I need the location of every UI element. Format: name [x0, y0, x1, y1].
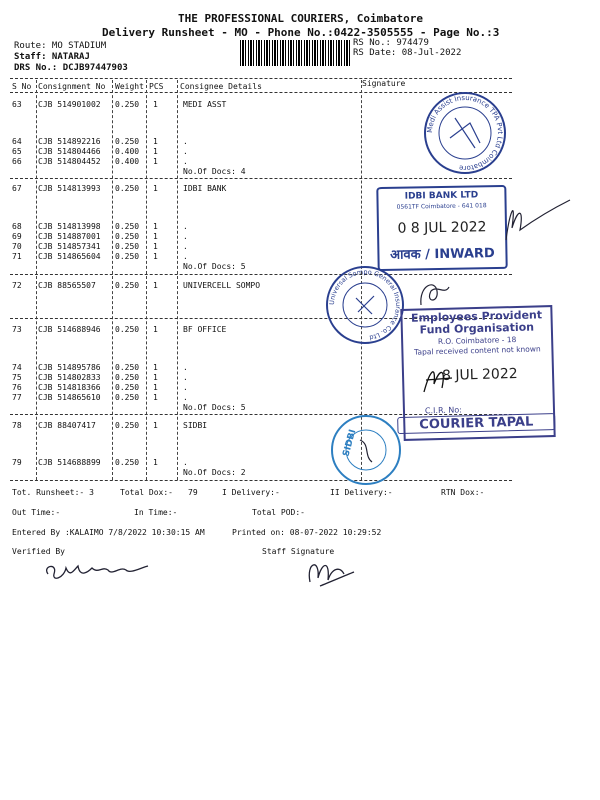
svg-text:Universal Sompo General Insura: Universal Sompo General Insurance Co. Ltd [327, 267, 403, 342]
epfo-stamp: Employees Provident Fund Organisation R.O. Coimbatore - 18 Tapal received content not known 8 JUL 2022 C.I.R. No: COURIER TAPAL [400, 305, 555, 441]
entered-by: Entered By :KALAIMO 7/8/2022 10:30:15 AM [12, 528, 205, 537]
docs-count-row: No.Of Docs: 4 [183, 167, 246, 176]
table-row: 69 CJB 514887001 0.250 1 . [12, 232, 188, 241]
total-dox-label: Total Dox:- [120, 488, 173, 497]
total-pod: Total POD:- [252, 508, 305, 517]
table-row: 71 CJB 514865604 0.250 1 . [12, 252, 188, 261]
table-row: 74 CJB 514895786 0.250 1 . [12, 363, 188, 372]
col-pcs: PCS [149, 82, 164, 91]
table-row: 70 CJB 514857341 0.250 1 . [12, 242, 188, 251]
staff-label: Staff: NATARAJ [14, 52, 90, 62]
table-row: 68 CJB 514813998 0.250 1 . [12, 222, 188, 231]
table-row: 77 CJB 514865610 0.250 1 . [12, 393, 188, 402]
printed-on: Printed on: 08-07-2022 10:29:52 [232, 528, 382, 537]
table-row: 63 CJB 514901002 0.250 1 MEDI ASST [12, 100, 227, 109]
rs-date: RS Date: 08-Jul-2022 [353, 48, 462, 58]
verified-by-label: Verified By [12, 547, 65, 556]
table-row: 75 CJB 514802833 0.250 1 . [12, 373, 188, 382]
table-row: 79 CJB 514688899 0.250 1 . [12, 458, 188, 467]
idbi-stamp: IDBI BANK LTD 0561TF Coimbatore - 641 018 0 8 JUL 2022 आवक / INWARD [376, 185, 507, 271]
verified-signature [40, 556, 170, 588]
table-row: 72 CJB 88565507 0.250 1 UNIVERCELL SOMPO [12, 281, 261, 290]
col-sno: S No [12, 82, 32, 91]
docs-count-row: No.Of Docs: 5 [183, 262, 246, 271]
table-row: 78 CJB 88407417 0.250 1 SIDBI [12, 421, 208, 430]
tot-runsheet: Tot. Runsheet:- 3 [12, 488, 94, 497]
table-row: 67 CJB 514813993 0.250 1 IDBI BANK [12, 184, 227, 193]
in-time: In Time:- [134, 508, 178, 517]
svg-text:SIDBI: SIDBI [341, 428, 359, 458]
col-consignee: Consignee Details [180, 82, 262, 91]
rs-number: RS No.: 974479 [353, 38, 429, 48]
table-row: 64 CJB 514892216 0.250 1 . [12, 137, 188, 146]
col-consignment: Consignment No [38, 82, 106, 91]
runsheet-title: Delivery Runsheet - MO - Phone No.:0422-3505555 - Page No.:3 [102, 26, 500, 39]
table-row: 76 CJB 514818366 0.250 1 . [12, 383, 188, 392]
epfo-signature [416, 360, 456, 396]
staff-signature-label: Staff Signature [262, 547, 335, 556]
table-row: 73 CJB 514688946 0.250 1 BF OFFICE [12, 325, 227, 334]
rtn-dox: RTN Dox:- [441, 488, 485, 497]
barcode [240, 40, 350, 66]
out-time: Out Time:- [12, 508, 61, 517]
idbi-signature [494, 190, 574, 250]
table-row: 66 CJB 514804452 0.400 1 . [12, 157, 188, 166]
col-signature: Signature [362, 79, 406, 88]
svg-text:Medi Assist Insurance TPA Pvt: Medi Assist Insurance TPA Pvt Ltd Coimbatore [425, 93, 505, 173]
company-title: THE PROFESSIONAL COURIERS, Coimbatore [178, 12, 424, 25]
tpa-stamp [420, 88, 510, 178]
sompo-stamp [322, 262, 408, 348]
table-row: 65 CJB 514804466 0.400 1 . [12, 147, 188, 156]
col-weight: Weight [115, 82, 144, 91]
route-label: Route: MO STADIUM [14, 41, 107, 51]
total-dox-value: 79 [188, 488, 198, 497]
ii-delivery: II Delivery:- [330, 488, 393, 497]
docs-count-row: No.Of Docs: 5 [183, 403, 246, 412]
docs-count-row: No.Of Docs: 2 [183, 468, 246, 477]
staff-signature [300, 552, 360, 592]
sidbi-stamp [326, 410, 406, 490]
i-delivery: I Delivery:- [222, 488, 280, 497]
drs-number: DRS No.: DCJB97447903 [14, 63, 128, 73]
